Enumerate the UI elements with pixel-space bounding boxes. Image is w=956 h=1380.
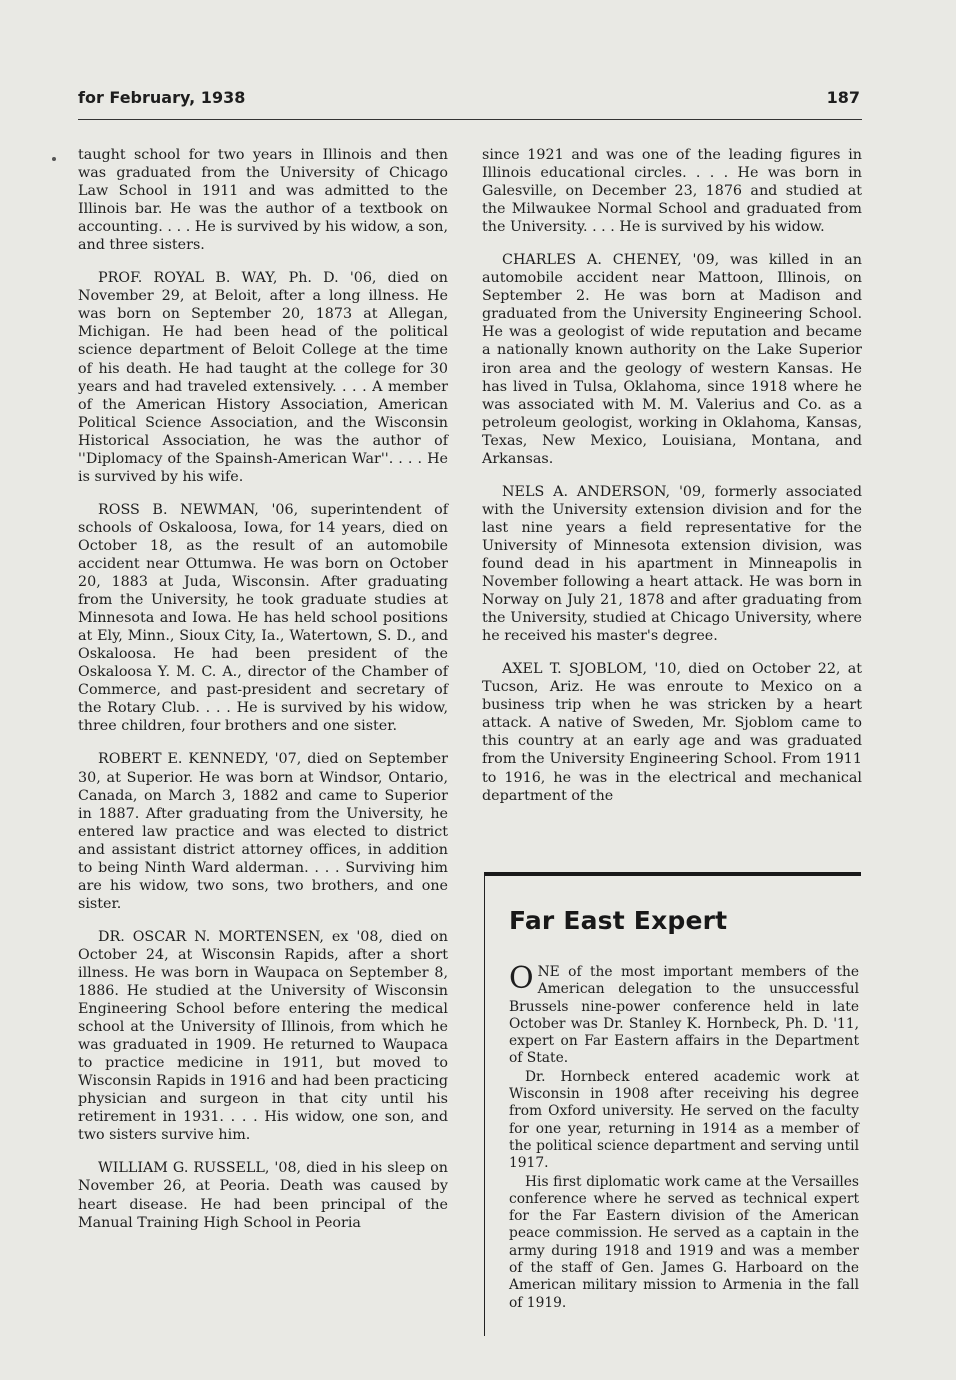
- sidebar-title: Far East Expert: [509, 906, 728, 935]
- sidebar-paragraph: [509, 961, 859, 1068]
- obituary-paragraph: WILLIAM G. RUSSELL, '08, died in his sleep on November 26, at Peoria. Death was caused by heart disease. He had been principal of the Manual Training High School in Peoria: [78, 1160, 448, 1231]
- obituary-paragraph: since 1921 and was one of the leading figures in Illinois educational circles. . . . He was born in Galesville, on December 23, 1876 and studied at the Milwaukee Normal School and graduated from the University. . . . He is survived by his widow.: [482, 147, 862, 236]
- obituary-paragraph: PROF. ROYAL B. WAY, Ph. D. '06, died on November 29, at Beloit, after a long illness. He was born on September 20, 1873 at Allegan, Michigan. He had been head of the political science department of Beloit College at the time of his death. He had taught at the college for 30 years and had traveled extensively. . . . A member of the American History Association, American Political Science Association, and the Wisconsin Historical Association, he was the author of ''Diplomacy of the Spainsh-American War''. . . . He is survived by his wife.: [78, 270, 448, 485]
- obituary-paragraph: ROBERT E. KENNEDY, '07, died on September 30, at Superior. He was born at Windsor, Ontario, Canada, on March 3, 1882 and came to Superior in 1887. After graduating from the University, he entered law practice and was elected to district and assistant district attorney offices, in addition to being Ninth Ward alderman. . . . Surviving him are his widow, two sons, two brothers, and one sister.: [78, 751, 448, 912]
- sidebar-box: [484, 872, 861, 1336]
- sidebar-paragraph: His first diplomatic work came at the Versailles conference where he served as technical expert for the Far Eastern division of the American peace commission. He served as a captain in the army during 1918 and 1919 and was a member of the staff of Gen. James G. Harboard on the American military mission to Armenia in the fall of 1919.: [509, 1173, 859, 1311]
- margin-mark: [52, 157, 56, 161]
- page-header: [78, 88, 860, 114]
- issue-date: for February, 1938: [78, 88, 246, 107]
- obituary-paragraph: taught school for two years in Illinois and then was graduated from the University of Chicago Law School in 1911 and was admitted to the Illinois bar. He was the author of a textbook on accounting. . . . He is survived by his widow, a son, and three sisters.: [78, 147, 448, 254]
- header-rule: [78, 119, 862, 120]
- obituary-paragraph: CHARLES A. CHENEY, '09, was killed in an automobile accident near Mattoon, Illinois, on September 2. He was born at Madison and graduated from the University Engineering School. He was a geologist of wide reputation and became a nationally known authority on the Lake Superior iron area and the geology of western Kansas. He has lived in Tulsa, Oklahoma, since 1918 where he was associated with M. M. Valerius and Co. as a petroleum geologist, working in Oklahoma, Kansas, Texas, New Mexico, Louisiana, Montana, and Arkansas.: [482, 252, 862, 467]
- right-column: [482, 146, 862, 820]
- drop-cap: O: [509, 961, 534, 996]
- sidebar-paragraph: Dr. Hornbeck entered academic work at Wisconsin in 1908 after receiving his degree from Oxford university. He served on the faculty for one year, returning in 1914 as a member of the political science department and serving until 1917.: [509, 1068, 859, 1172]
- left-column: [78, 146, 448, 1247]
- sidebar-paragraph-text: NE of the most important members of the American delegation to the unsuccessful Brussels nine-power conference held in late October was Dr. Stanley K. Hornbeck, Ph. D. '11, expert on Far Eastern affairs in the Department of State.: [509, 964, 859, 1067]
- obituary-paragraph: ROSS B. NEWMAN, '06, superintendent of schools of Oskaloosa, Iowa, for 14 years, died on October 18, as the result of an automobile accident near Ottumwa. He was born on October 20, 1883 at Juda, Wisconsin. After graduating from the University, he took graduate studies at Minnesota and Iowa. He has held school positions at Ely, Minn., Sioux City, Ia., Watertown, S. D., and Oskaloosa. He had been president of the Oskaloosa Y. M. C. A., director of the Chamber of Commerce, and past-president and secretary of the Rotary Club. . . . He is survived by his widow, three children, four brothers and one sister.: [78, 501, 448, 735]
- obituary-paragraph: AXEL T. SJOBLOM, '10, died on October 22, at Tucson, Ariz. He was enroute to Mexico on a business trip when he was stricken by a heart attack. A native of Sweden, Mr. Sjoblom came to this country at an early age and was graduated from the University Engineering School. From 1911 to 1916, he was in the electrical and mechanical department of the: [482, 661, 862, 804]
- obituary-paragraph: NELS A. ANDERSON, '09, formerly associated with the University extension division and for the last nine years a field representative for the University of Minnesota extension division, was found dead in his apartment in Minneapolis in November following a heart attack. He was born in Norway on July 21, 1878 and after graduating from the University, studied at Chicago University, where he received his master's degree.: [482, 483, 862, 645]
- sidebar-body: [509, 961, 859, 1313]
- page-number: 187: [826, 88, 860, 107]
- obituary-paragraph: DR. OSCAR N. MORTENSEN, ex '08, died on October 24, at Wisconsin Rapids, after a short illness. He was born in Waupaca on September 8, 1886. He studied at the University of Wisconsin Engineering School before entering the medical school at the University of Illinois, from which he was graduated in 1909. He returned to Waupaca to practice medicine in 1911, but moved to Wisconsin Rapids in 1916 and had been practicing physician and surgeon in that city until his retirement in 1931. . . . His widow, one son, and two sisters survive him.: [78, 928, 448, 1144]
